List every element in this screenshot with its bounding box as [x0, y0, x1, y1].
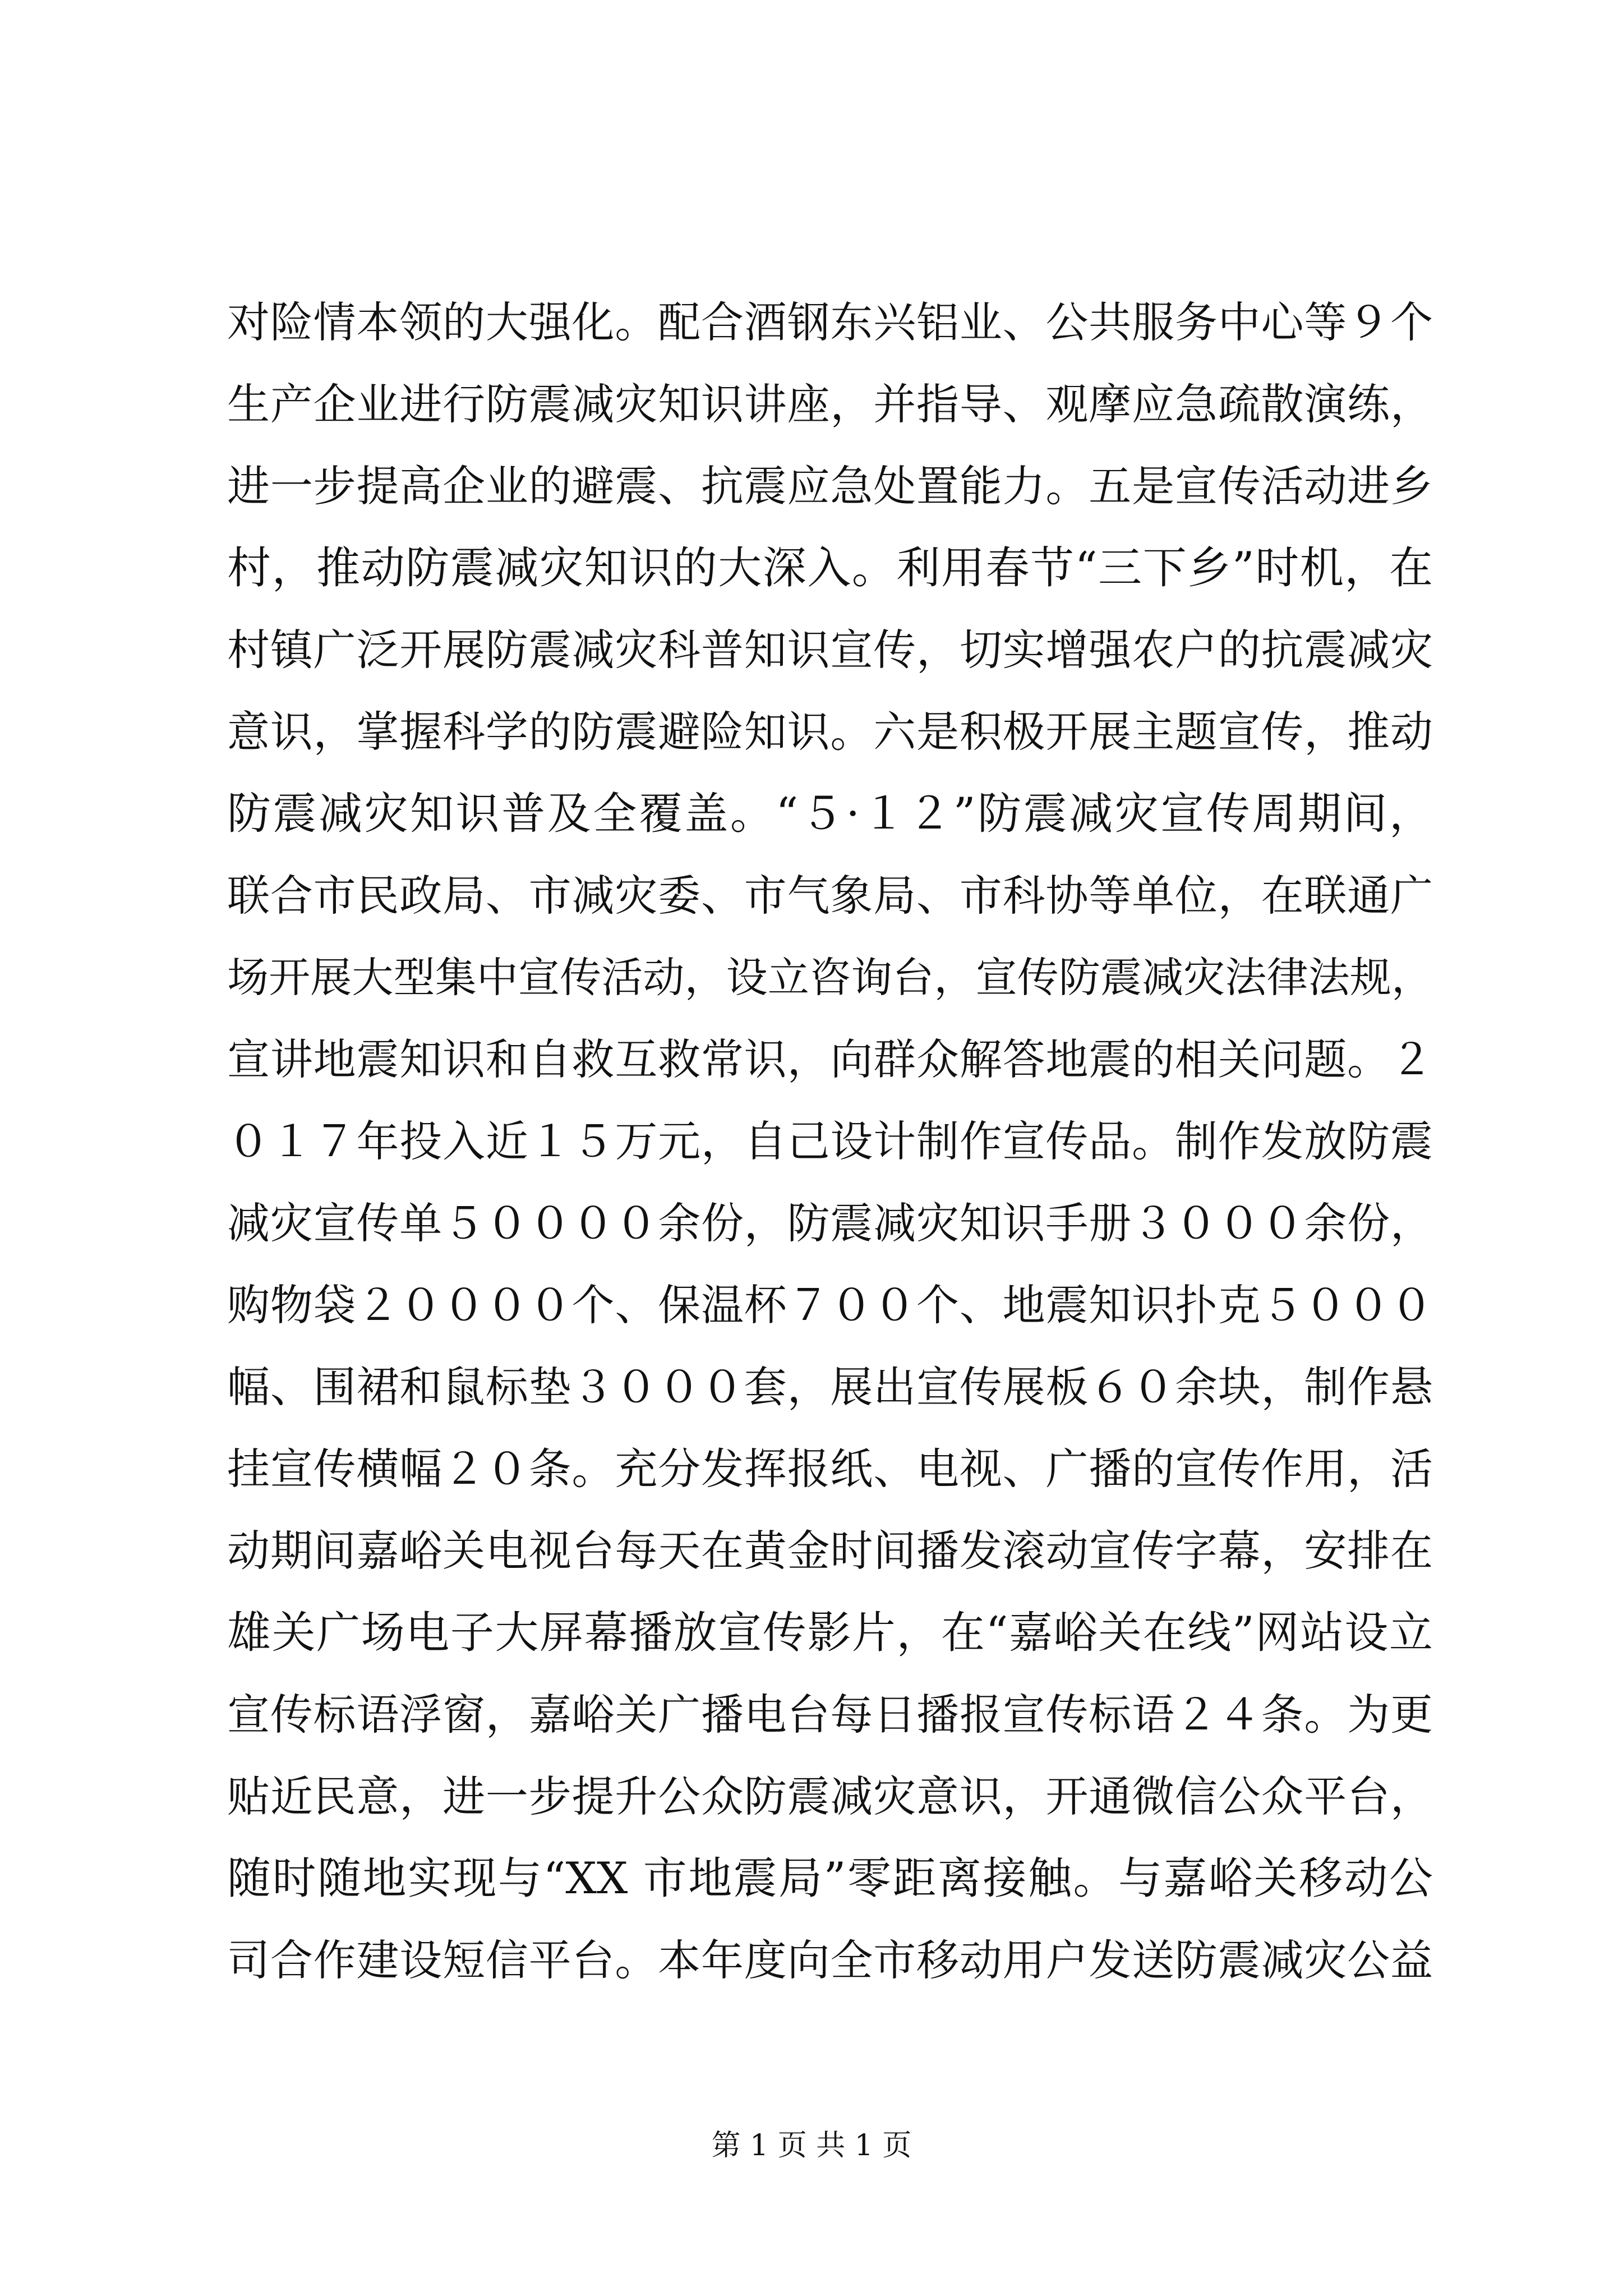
text-line: 联合市民政局、市减灾委、市气象局、市科协等单位，在联通广	[227, 871, 1433, 921]
text-line: 宣传标语浮窗，嘉峪关广播电台每日播报宣传标语２４条。为更	[227, 1690, 1433, 1740]
text-line: 村，推动防震减灾知识的大深入。利用春节“三下乡”时机，在	[227, 543, 1433, 593]
text-line: 宣讲地震知识和自救互救常识，向群众解答地震的相关问题。２	[227, 1034, 1433, 1084]
text-line: 幅、围裙和鼠标垫３０００套，展出宣传展板６０余块，制作悬	[227, 1362, 1433, 1412]
text-line: 雄关广场电子大屏幕播放宣传影片，在“嘉峪关在线”网站设立	[227, 1608, 1433, 1658]
text-line: 村镇广泛开展防震减灾科普知识宣传，切实增强农户的抗震减灾	[227, 625, 1433, 675]
text-line: 购物袋２００００个、保温杯７００个、地震知识扑克５０００	[227, 1280, 1433, 1330]
text-line: 司合作建设短信平台。本年度向全市移动用户发送防震减灾公益	[227, 1935, 1433, 1985]
text-line: 场开展大型集中宣传活动，设立咨询台，宣传防震减灾法律法规，	[227, 954, 1433, 1002]
text-line: 进一步提高企业的避震、抗震应急处置能力。五是宣传活动进乡	[227, 461, 1433, 511]
body-text	[227, 295, 1433, 2014]
text-line: 对险情本领的大强化。配合酒钢东兴铝业、公共服务中心等９个	[227, 297, 1433, 347]
text-line: 防震减灾知识普及全覆盖。“５·１２”防震减灾宣传周期间，	[227, 789, 1433, 839]
page-footer: 第 1 页 共 1 页	[711, 2129, 912, 2162]
text-line: 减灾宣传单５００００余份，防震减灾知识手册３０００余份，	[227, 1198, 1433, 1248]
text-line: ０１７年投入近１５万元，自己设计制作宣传品。制作发放防震	[227, 1116, 1433, 1166]
text-line: 随时随地实现与“XX 市地震局”零距离接触。与嘉峪关移动公	[227, 1853, 1433, 1904]
text-line: 挂宣传横幅２０条。充分发挥报纸、电视、广播的宣传作用，活	[227, 1444, 1433, 1494]
text-line: 生产企业进行防震减灾知识讲座，并指导、观摩应急疏散演练，	[227, 379, 1433, 429]
text-line: 动期间嘉峪关电视台每天在黄金时间播发滚动宣传字幕，安排在	[227, 1526, 1433, 1576]
text-line: 意识，掌握科学的防震避险知识。六是积极开展主题宣传，推动	[227, 707, 1433, 757]
text-line: 贴近民意，进一步提升公众防震减灾意识，开通微信公众平台，	[227, 1772, 1433, 1821]
